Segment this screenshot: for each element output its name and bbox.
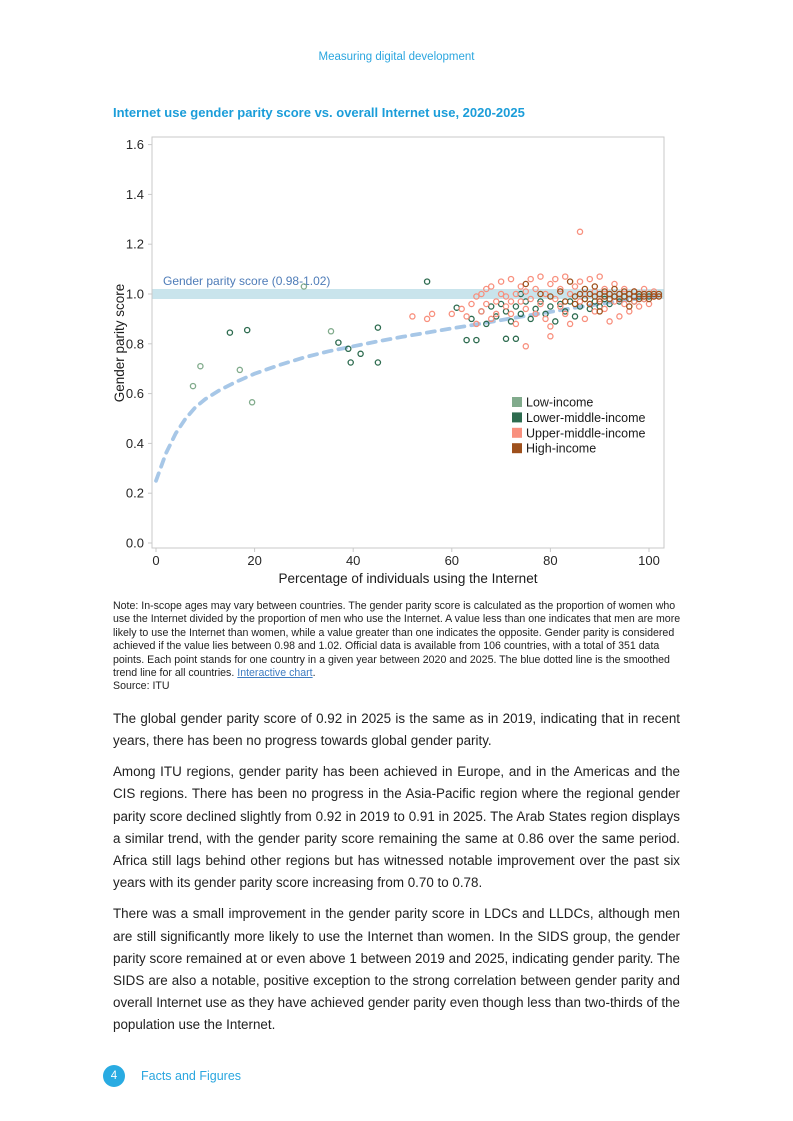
data-point [499,279,504,284]
legend-label: Low-income [526,395,594,410]
data-point [469,301,474,306]
running-header: Measuring digital development [318,51,475,63]
y-tick-label: 0.0 [125,535,144,551]
note-text: Note: In-scope ages may vary between countries. The gender parity score is calculated as the proportion of women who use the Internet divided by the proportion of men who use the Internet. A value less than one indicates that men are more likely to use the Internet than women, while a value greater than one indicates the opposite. Gender parity is considered achieved if the value lies between 0.98 and 1.02. Official data is available from 106 countries, with a total of 351 data points. Each point stands for one country in a given year between 2020 and 2025. The blue dotted line is the smoothed trend line for all countries. [113,600,681,680]
paragraph-regions: Among ITU regions, gender parity has been achieved in Europe, and in the Americas and the CIS regions. There has been no progress in the Asia-Pacific region where the regional gender parity score declined slightly from 0.92 in 2019 to 0.91 in 2025. The Arab States region displays a similar trend, with the gender parity score remaining the same at 0.86 over the same period. Africa still lags behind other regions but has witnessed notable improvement over the past six years with its gender parity score increasing from 0.70 to 0.78. [113,764,680,891]
source-line: Source: ITU [113,680,170,693]
page-footer [103,1065,241,1087]
y-tick-label: 0.6 [125,386,144,402]
footer-title: Facts and Figures [141,1069,242,1083]
data-point [572,314,577,319]
data-point [553,319,558,324]
data-point [464,338,469,343]
data-point [572,284,577,289]
data-point [358,351,363,356]
data-point [538,274,543,279]
data-point [582,316,587,321]
y-tick-label: 1.4 [125,186,144,202]
data-point [577,229,582,234]
data-point [464,314,469,319]
paragraph-global-score: The global gender parity score of 0.92 in 2025 is the same as in 2019, indicating that in recent years, there has been no progress towards global gender parity. [113,710,680,749]
x-tick-label: 40 [345,553,361,568]
legend-swatch [512,428,522,438]
data-point [607,319,612,324]
data-point [528,277,533,282]
y-axis-title: Gender parity score [112,283,127,403]
note-period: . [312,667,316,680]
data-point [568,279,573,284]
x-tick-label: 80 [543,553,558,568]
data-point [489,284,494,289]
data-point [328,329,333,334]
x-axis-title: Percentage of individuals using the Internet [278,571,538,586]
x-tick-label: 20 [247,553,262,568]
data-point [523,281,528,286]
data-point [245,328,250,333]
page-number-badge: 4 [103,1065,125,1087]
data-point [553,277,558,282]
data-point [523,306,528,311]
x-tick-label: 0 [152,553,160,568]
data-point [425,316,430,321]
data-point [410,314,415,319]
data-point [617,314,622,319]
data-point [523,344,528,349]
legend-swatch [512,412,522,422]
data-point [430,311,435,316]
x-tick-label: 100 [638,553,660,568]
data-point [449,311,454,316]
y-tick-label: 0.8 [125,336,144,352]
data-point [508,277,513,282]
data-point [474,338,479,343]
y-tick-label: 0.4 [125,435,144,451]
data-point [587,277,592,282]
chart-svg [110,133,695,598]
data-point [198,364,203,369]
y-tick-label: 1.6 [125,137,144,153]
data-point [484,301,489,306]
legend-label: High-income [526,441,597,456]
paragraph-ldc-sids: There was a small improvement in the gender parity score in LDCs and LLDCs, although men are still significantly more likely to use the Internet than women. In the SIDS group, the gender parity score remained at or even above 1 between 2019 and 2025, indicating gender parity. The SIDS are also a notable, positive exception to the strong correlation between gender parity and overall Internet use as they have achieved gender parity even though less than two-thirds of the population use the Internet. [113,906,680,1033]
data-point [227,330,232,335]
interactive-chart-link[interactable]: Interactive chart [237,667,313,680]
data-point [563,274,568,279]
legend-label: Lower-middle-income [526,410,646,425]
data-point [425,279,430,284]
legend-swatch [512,397,522,407]
data-point [503,336,508,341]
data-point [622,301,627,306]
data-point [577,279,582,284]
chart-note [113,600,689,680]
data-point [508,311,513,316]
data-point [528,316,533,321]
data-point [568,321,573,326]
data-point [479,309,484,314]
data-point [513,304,518,309]
parity-band-label: Gender parity score (0.98-1.02) [163,274,331,288]
data-point [548,324,553,329]
data-point [237,367,242,372]
y-tick-label: 1.2 [125,236,144,252]
data-point [513,336,518,341]
data-point [548,304,553,309]
data-point [513,321,518,326]
data-point [508,299,513,304]
y-tick-label: 1.0 [125,286,144,302]
data-point [190,384,195,389]
legend-swatch [512,443,522,453]
x-tick-label: 60 [444,553,460,568]
data-point [637,304,642,309]
data-point [459,306,464,311]
data-point [336,340,341,345]
data-point [348,360,353,365]
y-tick-label: 0.2 [125,485,144,501]
data-point [548,281,553,286]
plot-border [152,137,664,548]
data-point [518,284,523,289]
data-point [597,274,602,279]
data-point [494,299,499,304]
data-point [375,360,380,365]
legend-label: Upper-middle-income [526,426,646,441]
scatter-chart [110,133,695,598]
data-point [375,325,380,330]
chart-title: Internet use gender parity score vs. overall Internet use, 2020-2025 [113,105,525,120]
data-point [250,400,255,405]
data-point [548,334,553,339]
